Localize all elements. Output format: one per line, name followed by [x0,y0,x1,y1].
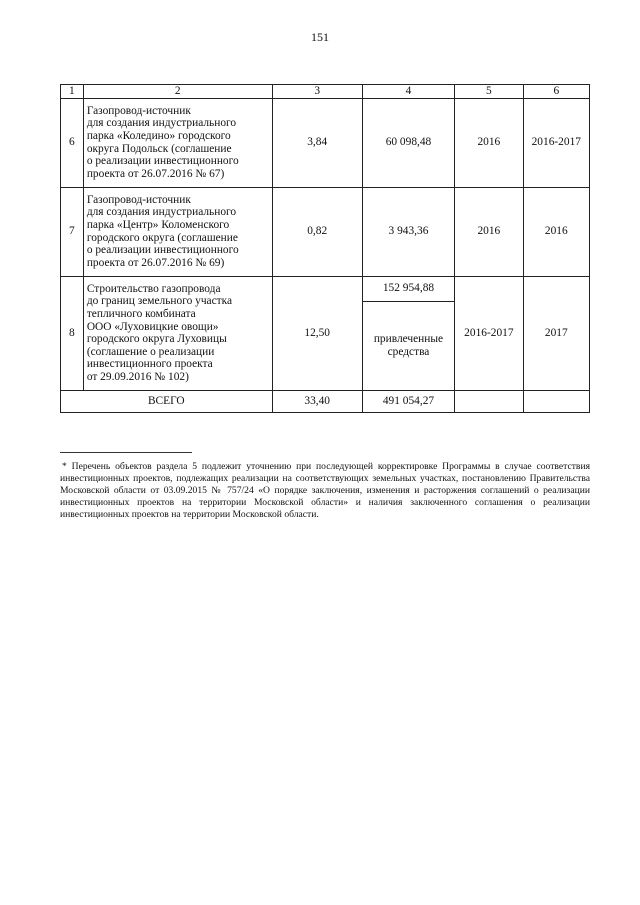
header-cell-3: 3 [272,85,362,99]
footnote-divider [60,452,192,453]
funding-source-line: средства [387,345,430,358]
object-name-line: Строительство газопровода [86,282,221,295]
object-name-line: парка «Центр» Коломенского [86,219,230,231]
row-number: 6 [61,98,84,187]
object-name-line: от 29.09.2016 № 102) [86,370,189,383]
start-year-cell: 2016 [455,187,523,276]
object-name-line: проекта от 26.07.2016 № 67) [86,167,225,180]
investment-objects-table [60,84,590,413]
length-cell: 12,50 [272,276,362,390]
period-cell: 2016-2017 [523,98,589,187]
header-cell-4: 4 [362,85,454,99]
period-cell: 2017 [523,276,589,390]
total-cost-cell: 491 054,27 [362,390,454,412]
object-name-line: (соглашение о реализации [86,345,215,358]
length-cell: 3,84 [272,98,362,187]
object-name-line: о реализации инвестиционного [86,155,239,168]
object-name-line: тепличного комбината [86,307,196,320]
header-cell-6: 6 [523,85,589,99]
footnote-text: * Перечень объектов раздела 5 подлежит уточнению при последующей корректировке Программы в случае соответствия инвестиционных проектов, подлежащих реализации на соответствующих земельных участках, постановлению Правительства Московской области от 03.09.2015 № 757/24 «О порядке заключения, изменения и расторжения соглашений о реализации инвестиционных проектов на территории Московской области» и наличия заключенного соглашения о реализации инвестиционных проектов на территории Московской области. [60,461,590,520]
object-name-line: округа Подольск (соглашение [86,142,232,155]
object-name-line: инвестиционного проекта [86,358,213,371]
object-name [83,187,272,276]
empty-cell [455,390,523,412]
funding-source-line: привлеченные [373,333,444,345]
header-cell-5: 5 [455,85,523,99]
object-name-line: для создания индустриального [86,206,237,219]
object-name-line: Газопровод-источник [86,193,191,206]
object-name-line: парка «Коледино» городского [86,130,231,142]
table-row [61,98,590,187]
object-name-line: до границ земельного участка [86,295,233,308]
object-name-line: Газопровод-источник [86,104,191,117]
object-name [83,98,272,187]
row-number: 7 [61,187,84,276]
page-number: 151 [311,30,329,44]
cost-cell: 3 943,36 [362,187,454,276]
total-length-cell: 33,40 [272,390,362,412]
object-name [83,276,272,390]
row-number: 8 [61,276,84,390]
table-header-row [61,85,590,99]
object-name-line: городского округа Луховицы [86,333,227,346]
start-year-cell: 2016-2017 [455,276,523,390]
cost-cell: 152 954,88 [362,276,454,301]
funding-source-cell [362,301,454,390]
header-cell-2: 2 [83,85,272,99]
cost-cell: 60 098,48 [362,98,454,187]
object-name-line: проекта от 26.07.2016 № 69) [86,256,225,269]
start-year-cell: 2016 [455,98,523,187]
header-cell-1: 1 [61,85,84,99]
table-row [61,276,590,301]
empty-cell [523,390,589,412]
total-row [61,390,590,412]
object-name-line: городского округа (соглашение [86,231,238,244]
total-label: ВСЕГО [61,390,273,412]
table-row [61,187,590,276]
period-cell: 2016 [523,187,589,276]
length-cell: 0,82 [272,187,362,276]
object-name-line: для создания индустриального [86,117,237,130]
object-name-line: ООО «Луховицкие овощи» [86,320,219,333]
object-name-line: о реализации инвестиционного [86,244,239,257]
